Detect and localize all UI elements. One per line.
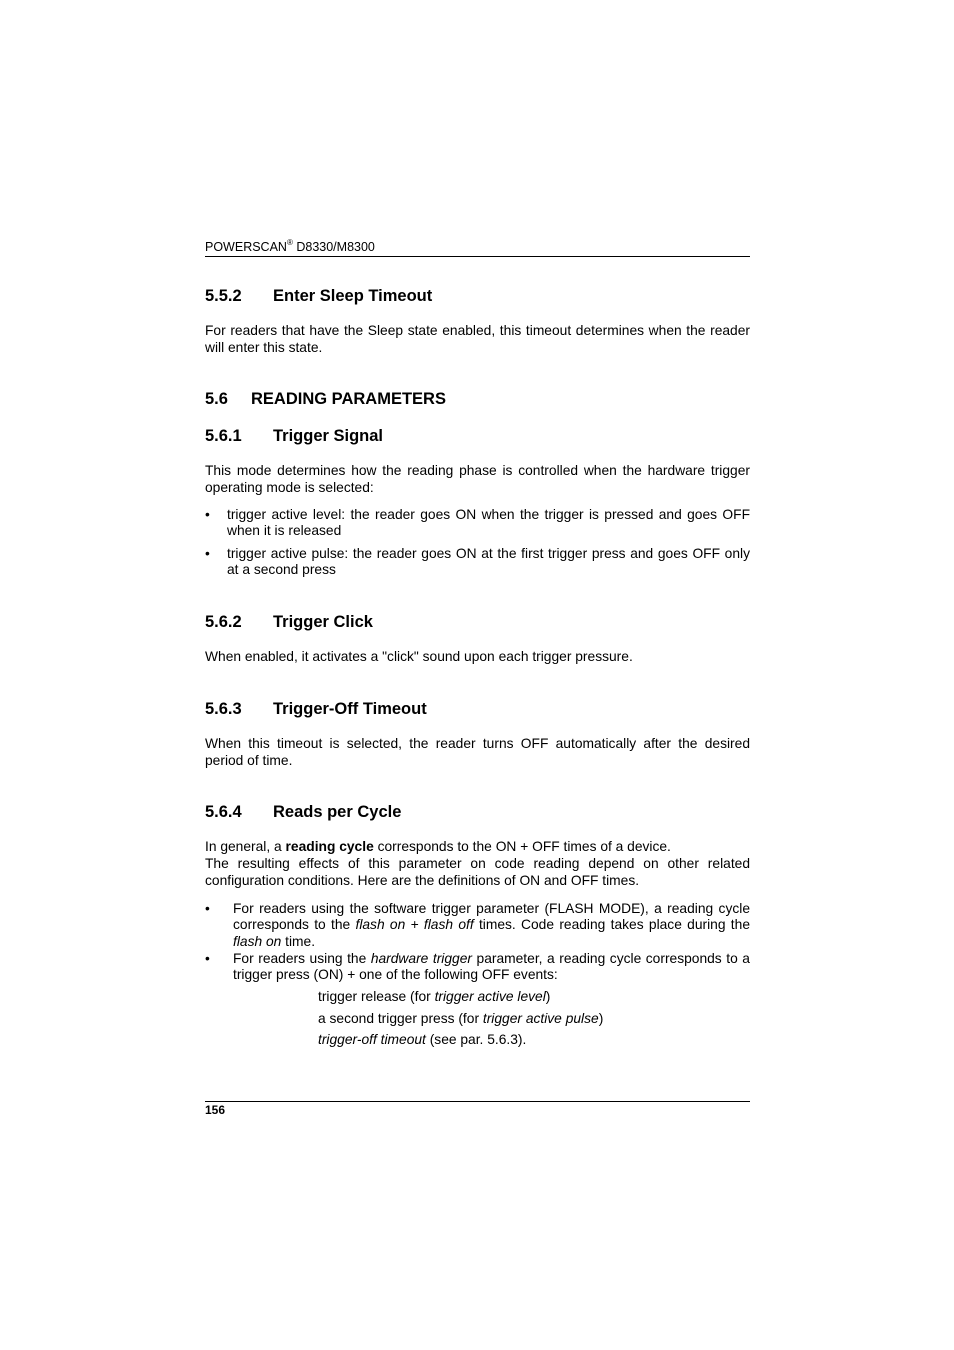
- off-event-item: trigger release (for trigger active level): [318, 989, 551, 1004]
- section-heading: [205, 802, 750, 822]
- section-number: 5.6.2: [205, 613, 242, 631]
- off-event-item: a second trigger press (for trigger active pulse): [318, 1010, 604, 1026]
- section-number: 5.6.4: [205, 803, 242, 821]
- header-model: D8330/M8300: [296, 240, 375, 254]
- section-5-6-3-body: [205, 736, 750, 770]
- paragraph: When enabled, it activates a "click" sound upon each trigger pressure.: [205, 649, 633, 664]
- section-heading: [205, 286, 750, 306]
- bullet-icon: •: [205, 545, 210, 561]
- paragraph: For readers that have the Sleep state enabled, this timeout determines when the reader will enter this state.: [205, 323, 750, 355]
- section-title: READING PARAMETERS: [251, 390, 446, 408]
- section-number: 5.6.3: [205, 700, 242, 718]
- section-number: 5.6.1: [205, 427, 242, 445]
- section-heading: [205, 612, 750, 632]
- page-number: 156: [205, 1103, 226, 1117]
- reading-cycle-list: [205, 901, 750, 983]
- section-title: Trigger Click: [273, 613, 373, 631]
- section-number: 5.6: [205, 390, 228, 408]
- footer-rule: [205, 1101, 750, 1102]
- list-item: • For readers using the software trigger parameter (FLASH MODE), a reading cycle corresponds to the flash on + flash off times. Code reading takes place during the flash on time.: [205, 901, 750, 949]
- off-event-item: trigger-off timeout (see par. 5.6.3).: [318, 1031, 527, 1047]
- section-5-6: [205, 389, 750, 409]
- section-number: 5.5.2: [205, 287, 242, 305]
- section-title: Trigger-Off Timeout: [273, 700, 427, 718]
- section-5-5-2-body: [205, 323, 750, 357]
- off-events-list: [318, 989, 738, 1048]
- term-reading-cycle: reading cycle: [285, 839, 374, 854]
- paragraph: When this timeout is selected, the reader turns OFF automatically after the desired period of time.: [205, 736, 750, 768]
- section-heading: [205, 699, 750, 719]
- section-5-5-2: [205, 286, 750, 306]
- section-heading: [205, 426, 750, 446]
- paragraph: This mode determines how the reading phase is controlled when the hardware trigger operating mode is selected:: [205, 463, 750, 495]
- section-5-6-2-body: [205, 649, 750, 666]
- section-5-6-2: [205, 612, 750, 632]
- paragraph-intro: In general, a reading cycle corresponds to the ON + OFF times of a device.: [205, 839, 671, 854]
- section-5-6-3: [205, 699, 750, 719]
- section-title: Enter Sleep Timeout: [273, 287, 433, 305]
- registered-mark: ®: [286, 237, 293, 247]
- list-item: • trigger active level: the reader goes ON when the trigger is pressed and goes OFF when it is released: [205, 507, 750, 539]
- section-title: Trigger Signal: [273, 427, 384, 445]
- section-title: Reads per Cycle: [273, 803, 402, 821]
- chapter-heading: [205, 389, 750, 409]
- running-header: [205, 237, 750, 257]
- section-5-6-1-body: [205, 463, 750, 497]
- bullet-icon: •: [205, 950, 210, 966]
- list-item: • For readers using the hardware trigger parameter, a reading cycle corresponds to a trigger press (ON) + one of the following OFF events:: [205, 950, 750, 983]
- header-brand: POWERSCAN: [205, 240, 287, 254]
- bullet-icon: •: [205, 901, 210, 916]
- list-item: • trigger active pulse: the reader goes ON at the first trigger press and goes OFF only at a second press: [205, 545, 750, 577]
- trigger-signal-list: [205, 507, 750, 578]
- paragraph: The resulting effects of this parameter on code reading depend on other related configuration conditions. Here are the definitions of ON and OFF times.: [205, 855, 750, 888]
- section-5-6-1: [205, 426, 750, 446]
- section-5-6-4: [205, 802, 750, 822]
- bullet-icon: •: [205, 507, 210, 522]
- section-5-6-4-body: [205, 839, 750, 889]
